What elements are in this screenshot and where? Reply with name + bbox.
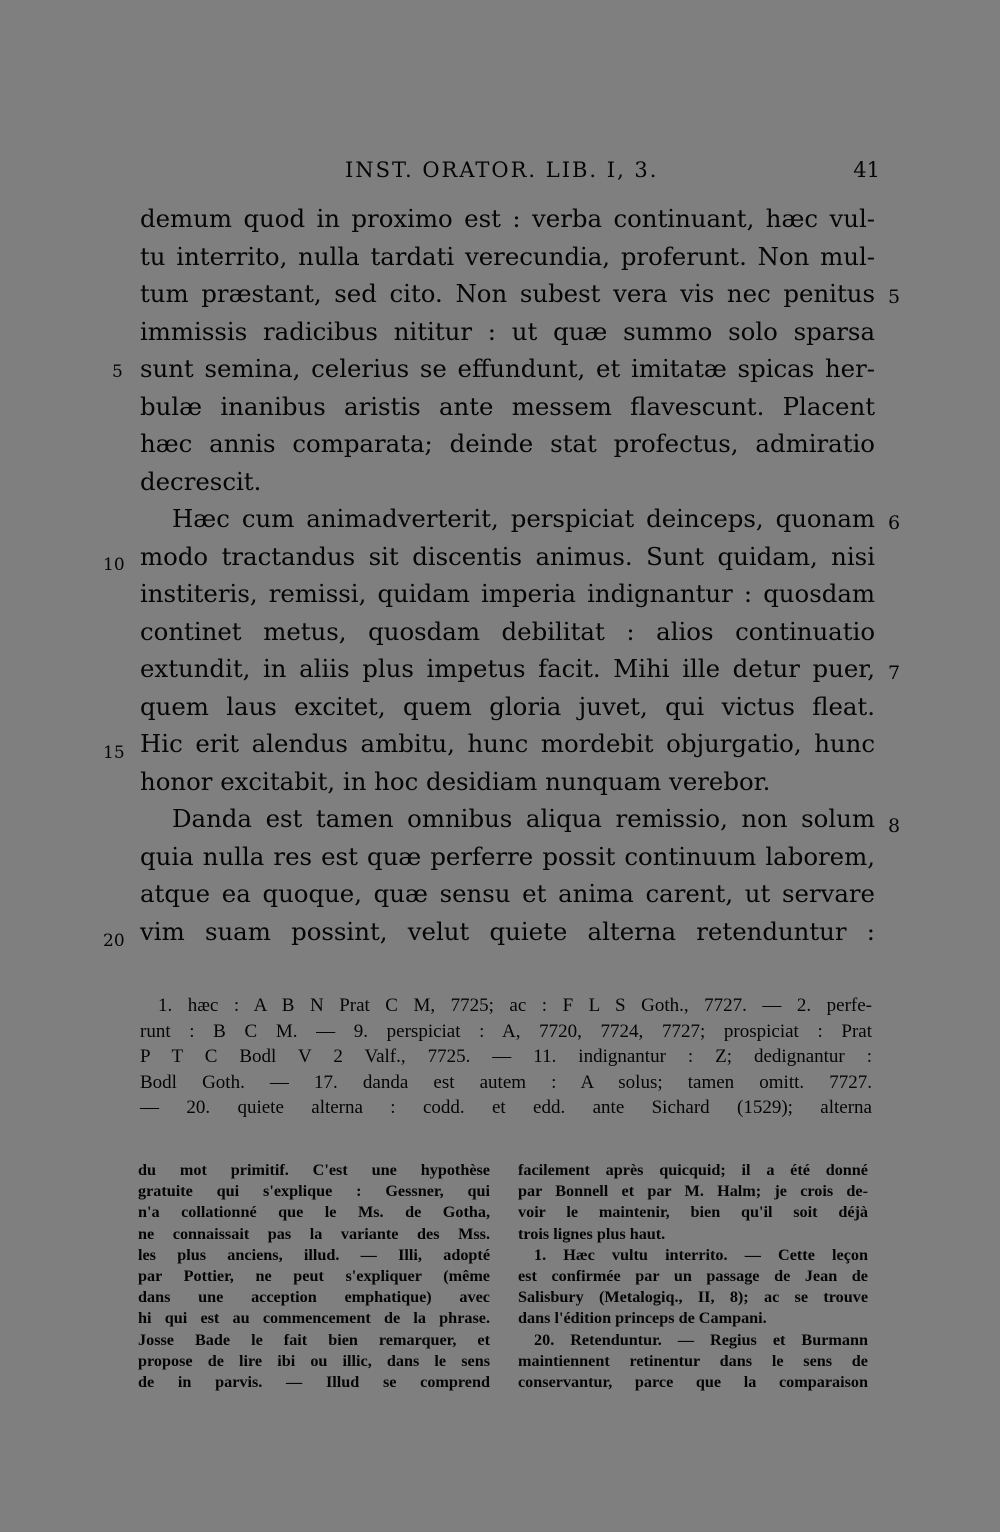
- note-line: du mot primitif. C'est une hypothèse: [138, 1161, 490, 1179]
- note-line: conservantur, parce que la comparaison: [518, 1372, 868, 1391]
- text-line: immissis radicibus nititur : ut quæ summo solo sparsa: [140, 316, 875, 346]
- apparatus-line: Bodl Goth. — 17. danda est autem : A solus; tamen omitt. 7727.: [140, 1071, 872, 1093]
- section-number: 6: [888, 512, 901, 534]
- text-line: demum quod in proximo est : verba continuant, hæc vul-: [140, 204, 875, 233]
- note-line: par Bonnell et par M. Halm; je crois de-: [518, 1182, 868, 1201]
- note-line: dans une acception emphatique) avec: [138, 1288, 490, 1307]
- critical-apparatus: [140, 993, 872, 1121]
- text-line: tum præstant, sed cito. Non subest vera vis nec penitus: [140, 279, 875, 308]
- note-line: maintiennent retinentur dans le sens de: [518, 1351, 868, 1370]
- note-line: propose de lire ibi ou illic, dans le sens: [138, 1351, 490, 1370]
- text-line: honor excitabit, in hoc desidiam nunquam verebor.: [140, 766, 771, 796]
- note-line: dans l'édition princeps de Campani.: [518, 1309, 767, 1328]
- line-number: 15: [103, 743, 125, 763]
- page-number: 41: [853, 158, 880, 182]
- text-line: Hic erit alendus ambitu, hunc mordebit objurgatio, hunc: [140, 729, 875, 758]
- apparatus-line: P T C Bodl V 2 Valf., 7725. — 11. indignantur : Z; dedignantur :: [140, 1046, 872, 1068]
- note-line: est confirmée par un passage de Jean de: [518, 1266, 868, 1285]
- text-line: extundit, in aliis plus impetus facit. Mihi ille detur puer,: [140, 654, 875, 683]
- text-line: vim suam possint, velut quiete alterna retenduntur :: [140, 916, 875, 946]
- note-line: les plus anciens, illud. — Illi, adopté: [138, 1245, 490, 1264]
- section-number: 8: [888, 815, 901, 837]
- note-line: facilement après quicquid; il a été donné: [518, 1161, 868, 1179]
- note-line: 20. Retenduntur. — Regius et Burmann: [534, 1330, 868, 1349]
- note-line: gratuite qui s'explique : Gessner, qui: [138, 1182, 490, 1201]
- line-number: 10: [103, 555, 125, 575]
- notes-right-column: [518, 1160, 868, 1393]
- apparatus-line: 1. hæc : A B N Prat C M, 7725; ac : F L S Goth., 7727. — 2. perfe-: [158, 995, 872, 1016]
- text-line: sunt semina, celerius se effundunt, et imitatæ spicas her-: [140, 354, 875, 383]
- apparatus-line: runt : B C M. — 9. perspiciat : A, 7720, 7724, 7727; prospiciat : Prat: [140, 1020, 872, 1042]
- note-line: 1. Hæc vultu interrito. — Cette leçon: [534, 1245, 868, 1264]
- text-line: atque ea quoque, quæ sensu et anima carent, ut servare: [140, 879, 875, 908]
- note-line: Salisbury (Metalogiq., II, 8); ac se trouve: [518, 1288, 868, 1307]
- line-number: 20: [103, 931, 125, 951]
- text-line: tu interrito, nulla tardati verecundia, proferunt. Non mul-: [140, 241, 875, 271]
- text-line: Hæc cum animadverterit, perspiciat deinceps, quonam: [172, 504, 875, 533]
- text-line: modo tractandus sit discentis animus. Sunt quidam, nisi: [140, 541, 875, 571]
- note-line: par Pottier, ne peut s'expliquer (même: [138, 1266, 490, 1285]
- text-line: hæc annis comparata; deinde stat profectus, admiratio: [140, 429, 875, 458]
- line-number: 5: [112, 362, 123, 382]
- note-line: hi qui est au commencement de la phrase.: [138, 1309, 490, 1328]
- section-number: 5: [888, 286, 901, 308]
- note-line: de in parvis. — Illud se comprend: [138, 1372, 490, 1391]
- running-title: INST. ORATOR. LIB. I, 3.: [345, 158, 659, 182]
- running-header: [140, 158, 880, 188]
- apparatus-line: — 20. quiete alterna : codd. et edd. ante Sichard (1529); alterna: [140, 1097, 872, 1119]
- note-line: ne connaissait pas la variante des Mss.: [138, 1224, 490, 1243]
- text-line: decrescit.: [140, 466, 262, 496]
- note-line: trois lignes plus haut.: [518, 1224, 666, 1243]
- note-line: n'a collationné que le Ms. de Gotha,: [138, 1203, 490, 1222]
- main-text: [140, 200, 875, 950]
- note-line: voir le maintenir, bien qu'il soit déjà: [518, 1203, 868, 1222]
- text-line: bulæ inanibus aristis ante messem flavescunt. Placent: [140, 391, 875, 421]
- text-line: continet metus, quosdam debilitat : alios continuatio: [140, 616, 875, 646]
- text-line: Danda est tamen omnibus aliqua remissio, non solum: [172, 804, 875, 833]
- text-line: quia nulla res est quæ perferre possit continuum laborem,: [140, 841, 875, 871]
- text-line: institeris, remissi, quidam imperia indignantur : quosdam: [140, 579, 875, 608]
- notes-left-column: [138, 1160, 490, 1393]
- text-line: quem laus excitet, quem gloria juvet, qui victus fleat.: [140, 691, 875, 721]
- section-number: 7: [888, 662, 901, 684]
- note-line: Josse Bade le fait bien remarquer, et: [138, 1330, 490, 1349]
